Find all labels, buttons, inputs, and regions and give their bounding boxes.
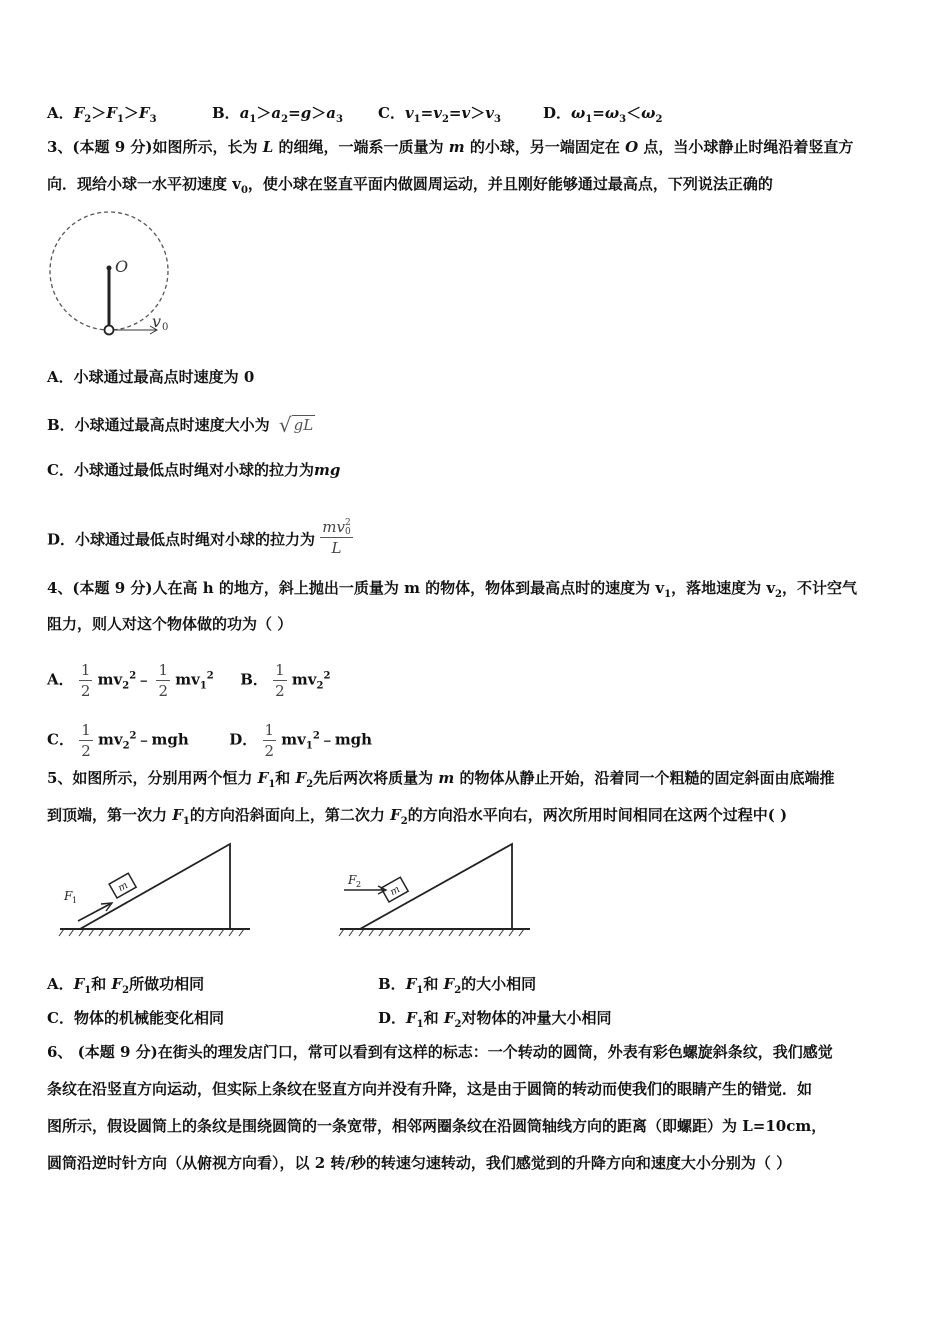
q3-option-c: C．小球通过最低点时绳对小球的拉力为mg bbox=[47, 461, 341, 479]
q4-option-d-label: D． bbox=[229, 730, 258, 749]
q5-incline-figure-1 bbox=[60, 842, 260, 942]
sqrt-expression: √ gL bbox=[278, 413, 314, 437]
q2-option-c: C．$v_1=v_2=v>v_3$ bbox=[378, 104, 501, 125]
pivot-point-o bbox=[107, 266, 112, 271]
q3-option-b: B．小球通过最高点时速度大小为 √ gL bbox=[47, 413, 314, 437]
q3-option-d: D．小球通过最低点时绳对小球的拉力为 mv 2 0 L bbox=[47, 518, 351, 557]
sqrt-icon: √ bbox=[278, 413, 292, 437]
q6-stem-line2: 条纹在沿竖直方向运动，但实际上条纹在竖直方向并没有升降，这是由于圆筒的转动而使我们的眼睛产生的错觉．如 bbox=[47, 1080, 813, 1098]
svg-text:F: F bbox=[348, 873, 357, 887]
q2-option-b: B．$a_1>a_2=g>a_3$ bbox=[212, 104, 343, 125]
q3-circle-figure bbox=[48, 212, 228, 342]
ground-hatch bbox=[59, 929, 250, 936]
q4-option-a-label: A． bbox=[47, 670, 74, 689]
q5-stem-line2: 到顶端，第一次力 $F_1$的方向沿斜面向上，第二次力 $F_2$的方向沿水平向右，两次所用时间相同在这两个过程中( ) bbox=[47, 806, 788, 827]
q2-option-a: A．$F_2>F_1>F_3$ bbox=[47, 104, 157, 125]
q4-options-row2: C． $\frac{1}{2}$ $mv_2^2﹣mgh$ D． $\frac{1}{2}$ $mv_1^2﹣mgh$ bbox=[47, 721, 373, 760]
q5-option-a: A．$F_1$和 $F_2$所做功相同 bbox=[47, 975, 205, 996]
q5-incline-figure-2 bbox=[340, 842, 540, 942]
q4-option-b-label: B． bbox=[240, 670, 268, 689]
q5-option-d: D．$F_1$和 $F_2$对物体的冲量大小相同 bbox=[378, 1009, 612, 1030]
svg-text:m: m bbox=[388, 883, 402, 899]
q6-stem-line3: 图所示，假设圆筒上的条纹是围绕圆筒的一条宽带，相邻两圈条纹在沿圆筒轴线方向的距离（即螺距）为 L=10cm， bbox=[47, 1117, 827, 1135]
q2-option-d: D．$\omega_1=\omega_3<\omega_2$ bbox=[543, 104, 663, 125]
q3-stem-line2: 向．现给小球一水平初速度 $v_0$，使小球在竖直平面内做圆周运动，并且刚好能够通过最高点，下列说法正确的 bbox=[47, 175, 773, 196]
q4-options-row1: A． $\frac{1}{2}$ $mv_2^2﹣$ $\frac{1}{2}$ $mv_1^2$ B． $\frac{1}{2}$ $mv_2^2$ bbox=[47, 661, 331, 700]
incline-slope bbox=[80, 844, 230, 929]
fraction-half: $\frac{1}{2}$ bbox=[80, 661, 91, 700]
fraction-half: $\frac{1}{2}$ bbox=[81, 721, 91, 760]
svg-text:1: 1 bbox=[72, 896, 78, 905]
block-m bbox=[109, 873, 136, 898]
q5-option-c: C．物体的机械能变化相同 bbox=[47, 1009, 224, 1027]
fraction-mv0-over-l: mv 2 0 L bbox=[322, 518, 351, 557]
q6-stem-line4: 圆筒沿逆时针方向（从俯视方向看），以 2 转/秒的转速匀速转动，我们感觉到的升降方向和速度大小分别为（ ） bbox=[47, 1154, 792, 1172]
label-v0: v bbox=[152, 312, 162, 331]
ball bbox=[105, 326, 114, 335]
fraction-half: $\frac{1}{2}$ bbox=[158, 661, 168, 700]
ground-hatch bbox=[339, 929, 530, 936]
label-o: O bbox=[115, 257, 129, 276]
q3-option-a: A．小球通过最高点时速度为 0 bbox=[47, 368, 255, 386]
fraction-half: $\frac{1}{2}$ bbox=[275, 661, 285, 700]
svg-text:2: 2 bbox=[356, 880, 362, 889]
q4-stem-line1: 4、(本题 9 分)人在高 h 的地方，斜上抛出一质量为 m 的物体，物体到最高点时的速度为 $v_1$，落地速度为 $v_2$，不计空气 bbox=[47, 579, 858, 600]
svg-text:F: F bbox=[64, 889, 73, 903]
q4-option-c-label: C． bbox=[47, 730, 74, 749]
fraction-half: $\frac{1}{2}$ bbox=[264, 721, 275, 760]
q3-stem-line1: 3、(本题 9 分)如图所示，长为 L 的细绳，一端系一质量为 m 的小球，另一端固定在 O 点，当小球静止时绳沿着竖直方 bbox=[47, 138, 854, 156]
q5-option-b: B．$F_1$和 $F_2$的大小相同 bbox=[378, 975, 537, 996]
svg-text:m: m bbox=[116, 879, 130, 895]
q4-stem-line2: 阻力，则人对这个物体做的功为（ ） bbox=[47, 615, 293, 633]
q6-stem-line1: 6、 (本题 9 分)在街头的理发店门口，常可以看到有这样的标志：一个转动的圆筒，外表有彩色螺旋斜条纹，我们感觉 bbox=[47, 1043, 833, 1061]
label-v0-sub: 0 bbox=[162, 322, 169, 333]
force-arrow-f1 bbox=[78, 904, 110, 921]
q5-stem-line1: 5、如图所示，分别用两个恒力 $F_1$和 $F_2$先后两次将质量为 m 的物体从静止开始，沿着同一个粗糙的固定斜面由底端推 bbox=[47, 769, 835, 790]
